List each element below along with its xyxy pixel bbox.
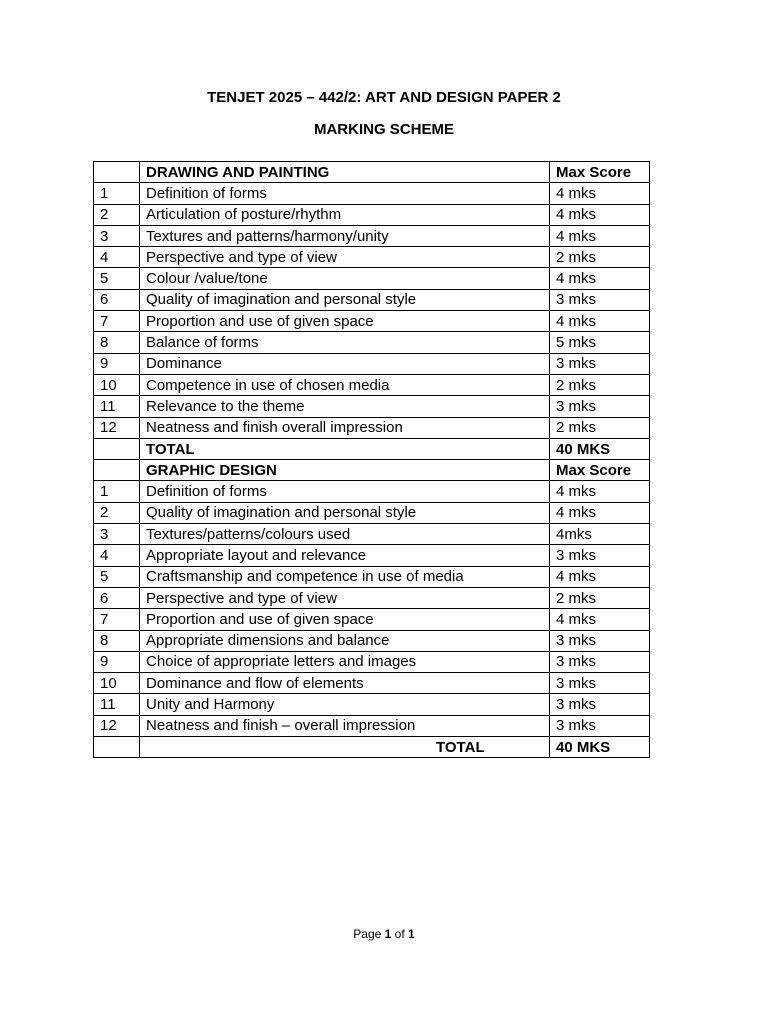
marking-scheme-table bbox=[93, 161, 650, 758]
score-cell: 4 mks bbox=[550, 268, 650, 289]
drawing-section-heading: DRAWING AND PAINTING bbox=[140, 162, 550, 183]
score-cell: 4 mks bbox=[550, 183, 650, 204]
graphic-total-value: 40 MKS bbox=[550, 737, 650, 758]
graphic-total-label: TOTAL bbox=[140, 737, 550, 758]
page-footer bbox=[0, 927, 768, 941]
score-cell: 3 mks bbox=[550, 353, 650, 374]
score-cell: 4 mks bbox=[550, 225, 650, 246]
score-cell: 3 mks bbox=[550, 396, 650, 417]
header-num-cell bbox=[94, 460, 140, 481]
table-row bbox=[94, 715, 650, 736]
criterion-cell: Perspective and type of view bbox=[140, 247, 550, 268]
graphic-total-row bbox=[94, 737, 650, 758]
row-number-cell: 12 bbox=[94, 417, 140, 438]
criterion-cell: Craftsmanship and competence in use of media bbox=[140, 566, 550, 587]
document-subtitle: MARKING SCHEME bbox=[313, 121, 454, 138]
score-cell: 5 mks bbox=[550, 332, 650, 353]
table-row bbox=[94, 524, 650, 545]
criterion-cell: Articulation of posture/rhythm bbox=[140, 204, 550, 225]
row-number-cell: 5 bbox=[94, 566, 140, 587]
row-number-cell: 3 bbox=[94, 524, 140, 545]
row-number-cell: 6 bbox=[94, 289, 140, 310]
row-number-cell: 10 bbox=[94, 673, 140, 694]
row-number-cell: 9 bbox=[94, 353, 140, 374]
criterion-cell: Dominance bbox=[140, 353, 550, 374]
table-row bbox=[94, 566, 650, 587]
of-word: of bbox=[394, 927, 405, 941]
score-cell: 3 mks bbox=[550, 715, 650, 736]
score-cell: 4 mks bbox=[550, 609, 650, 630]
criterion-cell: Perspective and type of view bbox=[140, 587, 550, 608]
page-number: 1 bbox=[384, 927, 392, 941]
criterion-cell: Choice of appropriate letters and images bbox=[140, 651, 550, 672]
drawing-header-row bbox=[94, 162, 650, 183]
criterion-cell: Colour /value/tone bbox=[140, 268, 550, 289]
row-number-cell: 7 bbox=[94, 609, 140, 630]
table-row bbox=[94, 374, 650, 395]
score-cell: 2 mks bbox=[550, 587, 650, 608]
criterion-cell: Unity and Harmony bbox=[140, 694, 550, 715]
document-title: TENJET 2025 – 442/2: ART AND DESIGN PAPER 2 bbox=[207, 89, 561, 106]
score-cell: 3 mks bbox=[550, 289, 650, 310]
criterion-cell: Quality of imagination and personal style bbox=[140, 502, 550, 523]
row-number-cell: 7 bbox=[94, 311, 140, 332]
score-cell: 4 mks bbox=[550, 311, 650, 332]
table-row bbox=[94, 183, 650, 204]
table-row bbox=[94, 204, 650, 225]
score-cell: 4 mks bbox=[550, 204, 650, 225]
table-row bbox=[94, 651, 650, 672]
score-cell: 4 mks bbox=[550, 481, 650, 502]
row-number-cell: 6 bbox=[94, 587, 140, 608]
header-num-cell bbox=[94, 162, 140, 183]
score-cell: 3 mks bbox=[550, 651, 650, 672]
table-row bbox=[94, 673, 650, 694]
table-row bbox=[94, 630, 650, 651]
table-row bbox=[94, 609, 650, 630]
drawing-total-label: TOTAL bbox=[140, 438, 550, 459]
row-number-cell: 10 bbox=[94, 374, 140, 395]
table-row bbox=[94, 694, 650, 715]
table-row bbox=[94, 268, 650, 289]
graphic-max-score-heading: Max Score bbox=[550, 460, 650, 481]
score-cell: 2 mks bbox=[550, 417, 650, 438]
graphic-section-heading: GRAPHIC DESIGN bbox=[140, 460, 550, 481]
row-number-cell: 11 bbox=[94, 396, 140, 417]
criterion-cell: Textures/patterns/colours used bbox=[140, 524, 550, 545]
table-row bbox=[94, 545, 650, 566]
criterion-cell: Dominance and flow of elements bbox=[140, 673, 550, 694]
criterion-cell: Relevance to the theme bbox=[140, 396, 550, 417]
score-cell: 4 mks bbox=[550, 566, 650, 587]
row-number-cell: 4 bbox=[94, 247, 140, 268]
criterion-cell: Balance of forms bbox=[140, 332, 550, 353]
score-cell: 2 mks bbox=[550, 247, 650, 268]
score-cell: 3 mks bbox=[550, 694, 650, 715]
table-row bbox=[94, 311, 650, 332]
row-number-cell: 2 bbox=[94, 502, 140, 523]
criterion-cell: Proportion and use of given space bbox=[140, 311, 550, 332]
table-row bbox=[94, 225, 650, 246]
graphic-header-row bbox=[94, 460, 650, 481]
criterion-cell: Neatness and finish – overall impression bbox=[140, 715, 550, 736]
table-row bbox=[94, 289, 650, 310]
table-row bbox=[94, 353, 650, 374]
drawing-total-value: 40 MKS bbox=[550, 438, 650, 459]
row-number-cell: 1 bbox=[94, 481, 140, 502]
row-number-cell: 4 bbox=[94, 545, 140, 566]
criterion-cell: Textures and patterns/harmony/unity bbox=[140, 225, 550, 246]
criterion-cell: Appropriate dimensions and balance bbox=[140, 630, 550, 651]
marking-scheme-body bbox=[94, 162, 650, 758]
table-row bbox=[94, 396, 650, 417]
score-cell: 3 mks bbox=[550, 673, 650, 694]
criterion-cell: Quality of imagination and personal style bbox=[140, 289, 550, 310]
row-number-cell: 8 bbox=[94, 332, 140, 353]
row-number-cell: 12 bbox=[94, 715, 140, 736]
criterion-cell: Competence in use of chosen media bbox=[140, 374, 550, 395]
score-cell: 3 mks bbox=[550, 630, 650, 651]
criterion-cell: Appropriate layout and relevance bbox=[140, 545, 550, 566]
criterion-cell: Definition of forms bbox=[140, 481, 550, 502]
score-cell: 4mks bbox=[550, 524, 650, 545]
row-number-cell: 11 bbox=[94, 694, 140, 715]
score-cell: 2 mks bbox=[550, 374, 650, 395]
table-row bbox=[94, 481, 650, 502]
drawing-max-score-heading: Max Score bbox=[550, 162, 650, 183]
table-row bbox=[94, 247, 650, 268]
criterion-cell: Neatness and finish overall impression bbox=[140, 417, 550, 438]
criterion-cell: Definition of forms bbox=[140, 183, 550, 204]
table-row bbox=[94, 502, 650, 523]
row-number-cell: 3 bbox=[94, 225, 140, 246]
page-total: 1 bbox=[408, 927, 415, 941]
table-row bbox=[94, 332, 650, 353]
drawing-total-row bbox=[94, 438, 650, 459]
table-row bbox=[94, 417, 650, 438]
row-number-cell: 2 bbox=[94, 204, 140, 225]
score-cell: 3 mks bbox=[550, 545, 650, 566]
row-number-cell: 8 bbox=[94, 630, 140, 651]
row-number-cell: 1 bbox=[94, 183, 140, 204]
row-number-cell: 5 bbox=[94, 268, 140, 289]
criterion-cell: Proportion and use of given space bbox=[140, 609, 550, 630]
score-cell: 4 mks bbox=[550, 502, 650, 523]
total-num-cell bbox=[94, 438, 140, 459]
row-number-cell: 9 bbox=[94, 651, 140, 672]
page-word: Page bbox=[353, 927, 382, 941]
table-row bbox=[94, 587, 650, 608]
total-num-cell bbox=[94, 737, 140, 758]
